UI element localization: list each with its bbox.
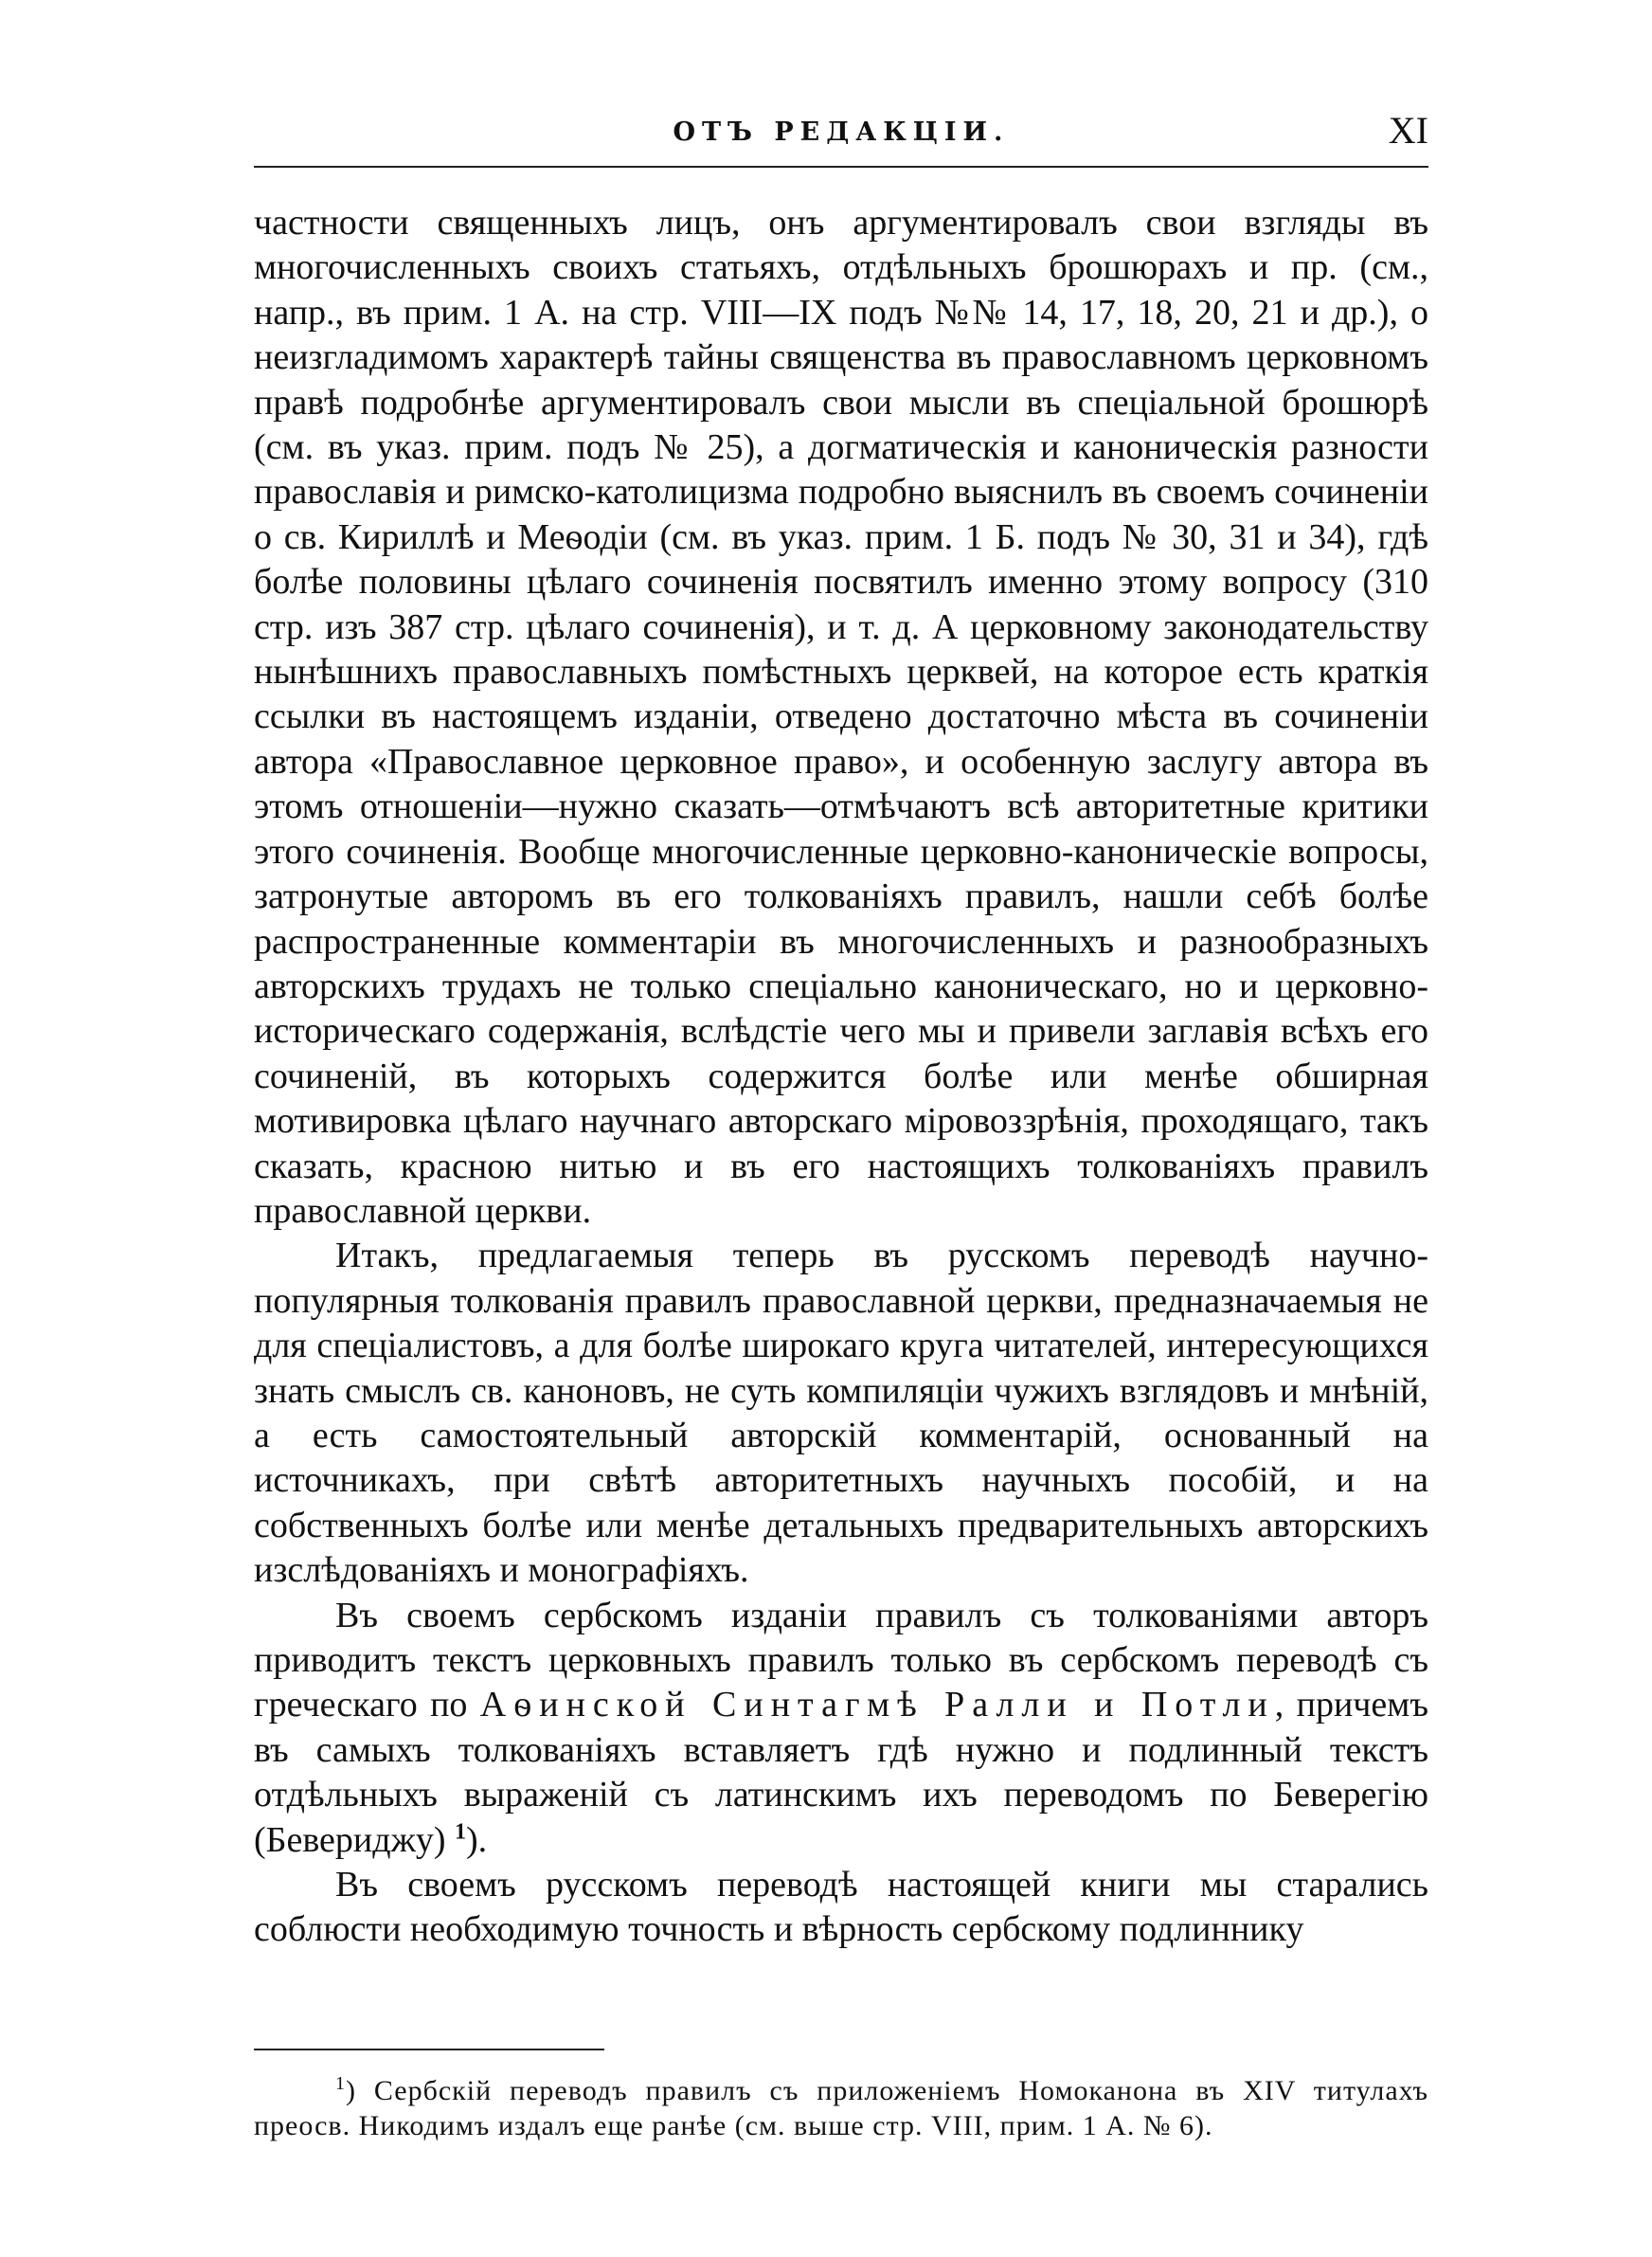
footnote: [254, 2073, 1428, 2143]
footnote-reference: 1: [455, 1818, 467, 1844]
footnote-text: ) Сербскій переводъ правилъ съ приложеніемъ Номоканона въ XIV титулахъ преосв. Никодимъ издалъ еще ранѣе (см. выше стр. VIII, прим. 1 А. № 6).: [254, 2075, 1428, 2141]
running-title: ОТЪ РЕДАКЦІИ.: [673, 117, 1010, 147]
paragraph: частности священныхъ лицъ, онъ аргументировалъ свои взгляды въ многочисленныхъ своихъ статьяхъ, отдѣльныхъ брошюрахъ и пр. (см., напр., въ прим. 1 А. на стр. VIII—IX подъ №№ 14, 17, 18, 20, 21 и др.), о неизгладимомъ характерѣ тайны священства въ православномъ церковномъ правѣ подробнѣе аргументировалъ свои мысли въ спеціальной брошюрѣ (см. въ указ. прим. подъ № 25), а догматическія и каноническія разности православія и римско-католицизма подробно выяснилъ въ своемъ сочиненіи о св. Кириллѣ и Меѳодіи (см. въ указ. прим. 1 Б. подъ № 30, 31 и 34), гдѣ болѣе половины цѣлаго сочиненія посвятилъ именно этому вопросу (310 стр. изъ 387 стр. цѣлаго сочиненія), и т. д. А церковному законодательству нынѣшнихъ православныхъ помѣстныхъ церквей, на которое есть краткія ссылки въ настоящемъ изданіи, отведено достаточно мѣста въ сочиненіи автора «Православное церковное право», и особенную заслугу автора въ этомъ отношеніи—нужно сказать—отмѣчаютъ всѣ авторитетные критики этого сочиненія. Вообще многочисленные церковно-каноническіе вопросы, затронутые авторомъ въ его толкованіяхъ правилъ, нашли себѣ болѣе распространенные комментаріи въ многочисленныхъ и разнообразныхъ авторскихъ трудахъ не только спеціально каноническаго, но и церковно-историческаго содержанія, вслѣдстіе чего мы и привели заглавія всѣхъ его сочиненій, въ которыхъ содержится болѣе или менѣе обширная мотивировка цѣлаго научнаго авторскаго міровоззрѣнія, проходящаго, такъ сказать, красною нитью и въ его настоящихъ толкованіяхъ правилъ православной церкви.: [254, 203, 1428, 1231]
paragraph: Въ своемъ русскомъ переводѣ настоящей книги мы старались соблюсти необходимую точность и вѣрность сербскому подлиннику: [254, 1865, 1428, 1950]
paragraph-text: Въ своемъ сербскомъ изданіи правилъ съ толкованіями авторъ приводитъ текстъ церковныхъ правилъ только въ сербскомъ переводѣ съ греческаго по: [254, 1595, 1428, 1725]
running-header: [254, 106, 1428, 163]
page-number: XI: [1388, 109, 1428, 152]
main-text: [254, 201, 1428, 1953]
emphasized-text: Аѳинской Синтагмѣ Ралли и Потли: [479, 1685, 1275, 1725]
paragraph: Итакъ, предлагаемыя теперь въ русскомъ переводѣ научно-популярныя толкованія правилъ православной церкви, предназначаемыя не для спеціалистовъ, а для болѣе широкаго круга читателей, интересующихся знать смыслъ св. каноновъ, не суть компиляціи чужихъ взглядовъ и мнѣній, а есть самостоятельный авторскій комментарій, основанный на источникахъ, при свѣтѣ авторитетныхъ научныхъ пособій, и на собственныхъ болѣе или менѣе детальныхъ предварительныхъ авторскихъ изслѣдованіяхъ и монографіяхъ.: [254, 1236, 1428, 1591]
header-rule: [254, 166, 1428, 168]
footnote-rule: [254, 2049, 604, 2050]
footnote-number: 1: [335, 2073, 346, 2094]
paragraph-text: , причемъ въ самыхъ толкованіяхъ вставляетъ гдѣ нужно и подлинный текстъ отдѣльныхъ выраженій съ латинскимъ ихъ переводомъ по Беверегію (Бевериджу): [254, 1685, 1428, 1860]
paragraph-text: .: [477, 1819, 488, 1860]
paragraph: Въ своемъ сербскомъ изданіи правилъ съ толкованіями авторъ приводитъ текстъ церковныхъ правилъ только въ сербскомъ переводѣ съ греческаго по Аѳинской Синтагмѣ Ралли и Потли, причемъ въ самыхъ толкованіяхъ вставляетъ гдѣ нужно и подлинный текстъ отдѣльныхъ выраженій съ латинскимъ ихъ переводомъ по Беверегію (Бевериджу) $^1$).: [254, 1595, 1428, 1860]
